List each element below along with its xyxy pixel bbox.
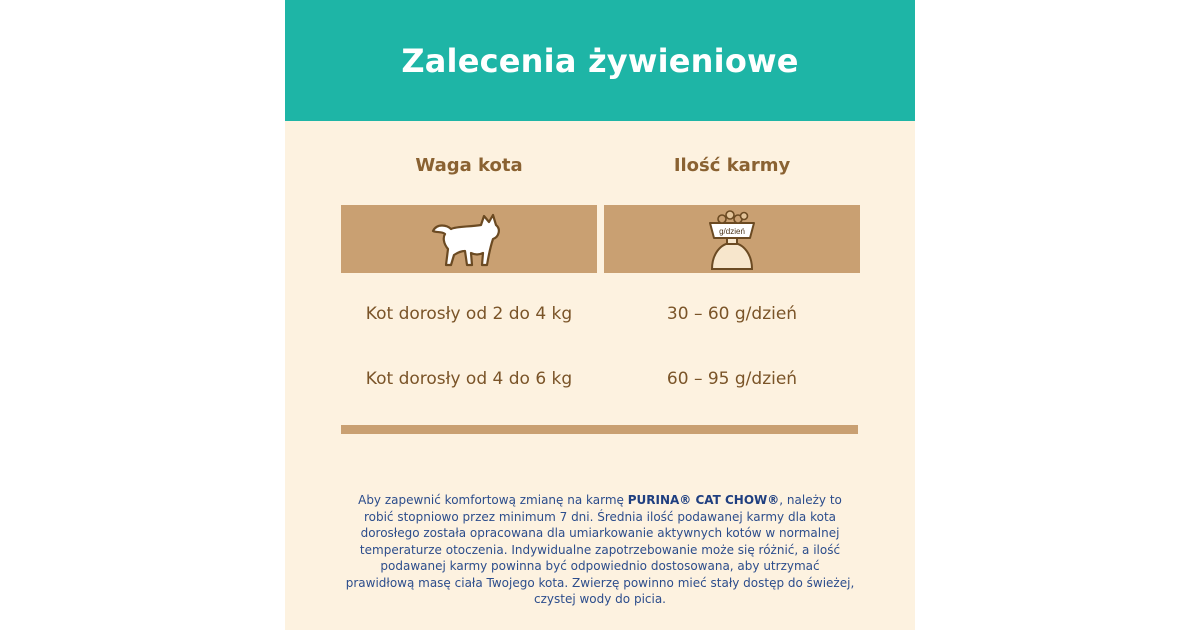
cat-icon	[429, 209, 509, 269]
feeding-note	[345, 492, 855, 608]
row-1-amount: 30 – 60 g/dzień	[666, 304, 798, 324]
bowl-icon-box	[604, 205, 860, 273]
feeding-card	[285, 0, 915, 630]
table-bottom-divider	[341, 425, 858, 434]
bowl-label: g/dzień	[719, 227, 745, 236]
column-header-amount: Ilość karmy	[673, 155, 791, 176]
row-2-amount: 60 – 95 g/dzień	[666, 369, 798, 389]
cat-icon-box	[341, 205, 597, 273]
page-title: Zalecenia żywieniowe	[401, 41, 799, 80]
note-body: , należy to robić stopniowo przez minimum 7 dni. Średnia ilość podawanej karmy dla kota dorosłego została opracowana dla umiarkowanie aktywnych kotów w normalnej temperaturze otoczenia. Indywidualne zapotrzebowanie może się różnić, a ilość podawanej karmy powinna być odpowiednio dostosowana, aby utrzymać prawidłową masę ciała Twojego kota. Zwierzę powinno mieć stały dostęp do świeżej, czystej wody do picia.	[345, 493, 855, 606]
column-header-weight: Waga kota	[415, 155, 523, 176]
brand-name: PURINA® CAT CHOW®	[627, 493, 780, 507]
food-bowl-scale-icon	[702, 207, 762, 271]
header-banner	[285, 0, 915, 121]
row-1-weight: Kot dorosły od 2 do 4 kg	[365, 304, 573, 324]
row-2-weight: Kot dorosły od 4 do 6 kg	[365, 369, 573, 389]
note-intro: Aby zapewnić komfortową zmianę na karmę	[358, 493, 628, 507]
